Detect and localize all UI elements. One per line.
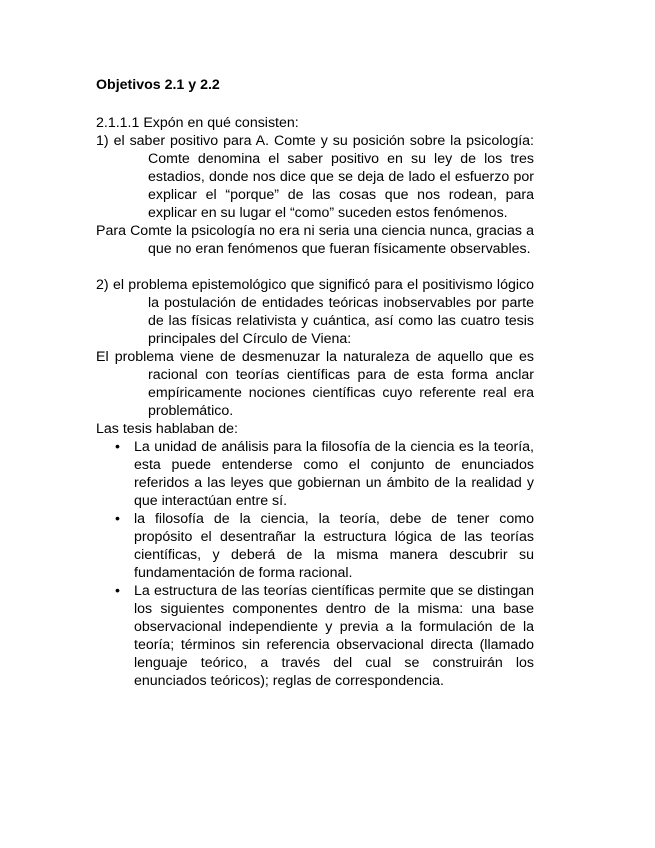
item-1-question: 1) el saber positivo para A. Comte y su posición sobre la psicología: Comte denomina el saber positivo en su ley de los tres estadios, donde nos dice que se deja de lado el esfuerzo por explicar el “porque” de las cosas que nos rodean, para explicar en su lugar el “como” suceden estos fenómenos. <box>96 133 534 221</box>
page-title: Objetivos 2.1 y 2.2 <box>96 77 220 93</box>
theses-list <box>96 438 534 690</box>
document-page <box>96 74 534 690</box>
paragraph-gap <box>96 258 534 276</box>
list-item <box>96 510 534 582</box>
item-2-answer: El problema viene de desmenuzar la naturaleza de aquello que es racional con teorías científicas para de esta forma anclar empíricamente nociones científicas cuyo referente real era problemático. <box>96 349 534 419</box>
theses-intro: Las tesis hablaban de: <box>96 421 238 437</box>
thesis-text: la filosofía de la ciencia, la teoría, debe de tener como propósito el desentrañar la estructura lógica de las teorías científicas, y deberá de la misma manera descubrir su fundamentación de forma racional. <box>134 511 534 581</box>
list-item <box>96 582 534 690</box>
bullet-icon: • <box>115 583 120 599</box>
bullet-icon: • <box>115 439 120 455</box>
item-1-answer: Para Comte la psicología no era ni seria una ciencia nunca, gracias a que no eran fenómenos que fueran físicamente observables. <box>96 223 534 257</box>
thesis-text: La unidad de análisis para la filosofía de la ciencia es la teoría, esta puede entenderse como el conjunto de enunciados referidos a las leyes que gobiernan un ámbito de la realidad y que interactúan entre sí. <box>134 439 534 509</box>
item-2-question: 2) el problema epistemológico que significó para el positivismo lógico la postulación de entidades teóricas inobservables por parte de las físicas relativista y cuántica, así como las cuatro tesis principales del Círculo de Viena: <box>96 277 534 347</box>
question-intro: 2.1.1.1 Expón en qué consisten: <box>96 115 299 131</box>
list-item <box>96 438 534 510</box>
bullet-icon: • <box>115 511 120 527</box>
thesis-text: La estructura de las teorías científicas permite que se distingan los siguientes componentes dentro de la misma: una base observacional independiente y previa a la formulación de la teoría; términos sin referencia observacional directa (llamado lenguaje teórico, a través del cual se construirán los enunciados teóricos); reglas de correspondencia. <box>134 583 534 689</box>
